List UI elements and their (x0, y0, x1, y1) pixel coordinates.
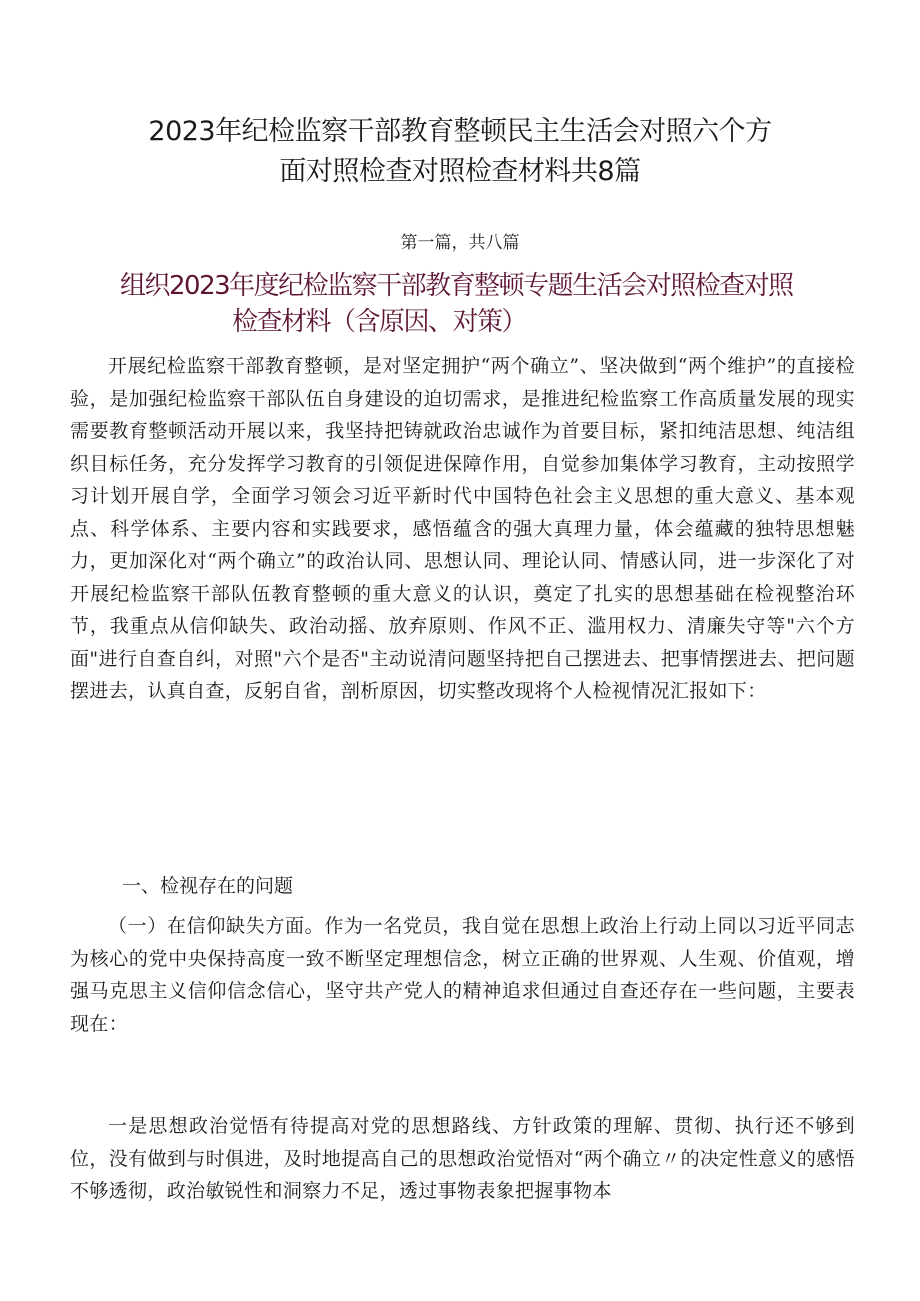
chapter-label: 第一篇，共八篇 (400, 233, 520, 253)
intro-paragraph: 开展纪检监察干部教育整顿，是对坚定拥护“两个确立”、坚决做到“两个维护”的直接检验，是加强纪检监察干部队伍自身建设的迫切需求，是推进纪检监察工作高质量发展的现实需要教育整顿活动开展以来，我坚持把铸就政治忠诚作为首要目标，紧扣纯洁思想、纯洁组织目标任务，充分发挥学习教育的引领促进保障作用，自觉参加集体学习教育，主动按照学习计划开展自学，全面学习领会习近平新时代中国特色社会主义思想的重大意义、基本观点、科学体系、主要内容和实践要求，感悟蕴含的强大真理力量，体会蕴藏的独特思想魅力，更加深化对“两个确立”的政治认同、思想认同、理论认同、情感认同，进一步深化了对开展纪检监察干部队伍教育整顿的重大意义的认识，奠定了扎实的思想基础在检视整治环节，我重点从信仰缺失、政治动摇、放弃原则、作风不正、滥用权力、清廉失守等"六个方面"进行自查自纠，对照"六个是否"主动说清问题坚持把自己摆进去、把事情摆进去、把问题摆进去，认真自查，反躬自省，剖析原因，切实整改现将个人检视情况汇报如下： (70, 355, 855, 702)
paragraph-belief: （一）在信仰缺失方面。作为一名党员，我自觉在思想上政治上行动上同以习近平同志为核心的党中央保持高度一致不断坚定理想信念，树立正确的世界观、人生观、价值观，增强马克思主义信仰信念信心，坚守共产党人的精神追求但通过自查还存在一些问题，主要表现在： (70, 915, 855, 1035)
section-title (120, 268, 860, 340)
document-title-line-2: 面对照检查对照检查材料共8篇 (279, 156, 641, 187)
heading-issues: 一、检视存在的问题 (122, 875, 294, 897)
intro-block (70, 350, 855, 708)
section-title-line-2: 检查材料（含原因、对策） (232, 307, 527, 337)
document-title (60, 112, 860, 192)
section-title-line-1: 组织2023年度纪检监察干部教育整顿专题生活会对照检查对照 (120, 271, 793, 301)
issues-block-1 (70, 910, 855, 1040)
paragraph-political-awareness: 一是思想政治觉悟有待提高对党的思想路线、方针政策的理解、贯彻、执行还不够到位，没有做到与时俱进，及时地提高自己的思想政治觉悟对“两个确立〃的决定性意义的感悟不够透彻，政治敏锐性和洞察力不足，透过事物表象把握事物本 (70, 1115, 855, 1202)
issues-block-2 (70, 1110, 855, 1208)
document-title-line-1: 2023年纪检监察干部教育整顿民主生活会对照六个方 (148, 116, 772, 147)
